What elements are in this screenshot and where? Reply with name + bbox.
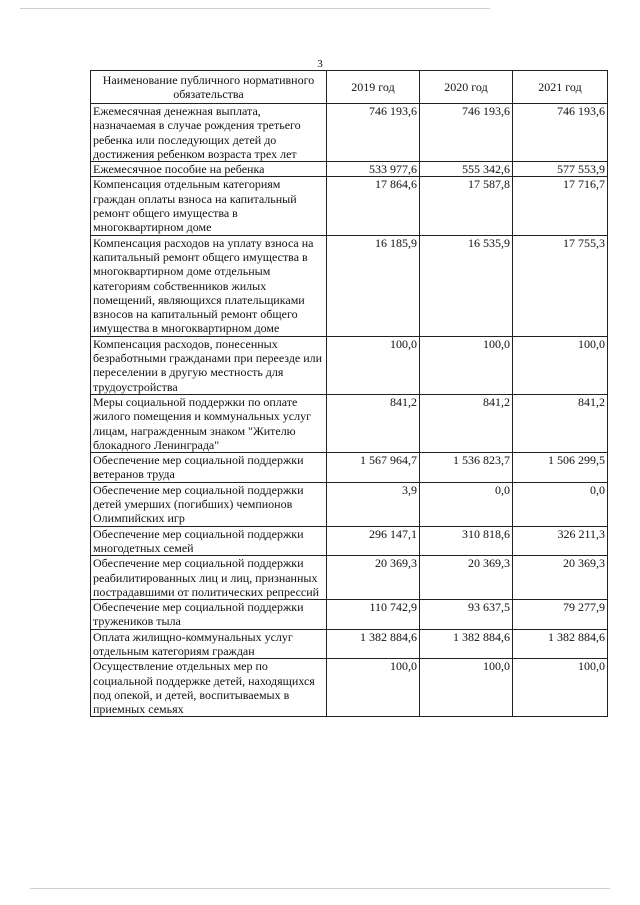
table-row: [91, 629, 608, 659]
row-value-2021: 20 369,3: [513, 556, 608, 600]
table-row: [91, 600, 608, 630]
row-name: Оплата жилищно-коммунальных услуг отдельным категориям граждан: [91, 629, 327, 659]
row-value-2021: 100,0: [513, 336, 608, 394]
row-value-2020: 555 342,6: [420, 162, 513, 177]
row-name: Обеспечение мер социальной поддержки тружеников тыла: [91, 600, 327, 630]
header-name: Наименование публичного нормативного обязательства: [91, 71, 327, 104]
row-value-2020: 841,2: [420, 394, 513, 452]
row-value-2021: 17 755,3: [513, 235, 608, 336]
row-value-2020: 746 193,6: [420, 104, 513, 162]
row-value-2019: 100,0: [327, 659, 420, 717]
row-value-2021: 841,2: [513, 394, 608, 452]
row-name: Осуществление отдельных мер по социальной поддержке детей, находящихся под опекой, и детей, воспитываемых в приемных семьях: [91, 659, 327, 717]
row-value-2020: 1 382 884,6: [420, 629, 513, 659]
scan-artifact-bottom: [30, 888, 610, 889]
table-row: [91, 336, 608, 394]
row-name: Компенсация расходов на уплату взноса на капитальный ремонт общего имущества в многоквартирном доме отдельным категориям собственников жилых помещений, являющихся плательщиками взносов на капитальный ремонт общего имущества в многоквартирном доме: [91, 235, 327, 336]
row-value-2019: 16 185,9: [327, 235, 420, 336]
row-value-2021: 0,0: [513, 482, 608, 526]
scan-artifact-top: [20, 8, 490, 9]
row-value-2019: 20 369,3: [327, 556, 420, 600]
row-value-2019: 533 977,6: [327, 162, 420, 177]
row-value-2020: 93 637,5: [420, 600, 513, 630]
row-name: Обеспечение мер социальной поддержки многодетных семей: [91, 526, 327, 556]
table-row: [91, 453, 608, 483]
row-value-2021: 1 506 299,5: [513, 453, 608, 483]
obligations-table: [90, 70, 608, 717]
row-name: Обеспечение мер социальной поддержки ветеранов труда: [91, 453, 327, 483]
row-value-2019: 110 742,9: [327, 600, 420, 630]
row-name: Компенсация отдельным категориям граждан оплаты взноса на капитальный ремонт общего имущества в многоквартирном доме: [91, 177, 327, 235]
row-value-2021: 100,0: [513, 659, 608, 717]
row-name: Меры социальной поддержки по оплате жилого помещения и коммунальных услуг лицам, награжденным знаком "Жителю блокадного Ленинграда": [91, 394, 327, 452]
table-row: [91, 659, 608, 717]
row-name: Обеспечение мер социальной поддержки детей умерших (погибших) чемпионов Олимпийских игр: [91, 482, 327, 526]
row-name: Ежемесячное пособие на ребенка: [91, 162, 327, 177]
row-value-2019: 841,2: [327, 394, 420, 452]
row-value-2019: 296 147,1: [327, 526, 420, 556]
table-row: [91, 556, 608, 600]
table-row: [91, 482, 608, 526]
table-header-row: [91, 71, 608, 104]
row-value-2021: 746 193,6: [513, 104, 608, 162]
row-value-2019: 3,9: [327, 482, 420, 526]
row-value-2019: 1 382 884,6: [327, 629, 420, 659]
row-value-2021: 326 211,3: [513, 526, 608, 556]
row-value-2020: 100,0: [420, 336, 513, 394]
row-value-2020: 20 369,3: [420, 556, 513, 600]
table-row: [91, 526, 608, 556]
table-row: [91, 235, 608, 336]
row-value-2020: 0,0: [420, 482, 513, 526]
row-name: Компенсация расходов, понесенных безработными гражданами при переезде или переселении в другую местность для трудоустройства: [91, 336, 327, 394]
table-row: [91, 394, 608, 452]
page-number: 3: [317, 58, 323, 70]
row-value-2021: 79 277,9: [513, 600, 608, 630]
header-2021: 2021 год: [513, 71, 608, 104]
row-value-2020: 17 587,8: [420, 177, 513, 235]
row-name: Обеспечение мер социальной поддержки реабилитированных лиц и лиц, признанных пострадавшими от политических репрессий: [91, 556, 327, 600]
row-value-2021: 1 382 884,6: [513, 629, 608, 659]
row-value-2019: 100,0: [327, 336, 420, 394]
row-value-2020: 100,0: [420, 659, 513, 717]
row-value-2021: 17 716,7: [513, 177, 608, 235]
table-row: [91, 162, 608, 177]
row-value-2019: 17 864,6: [327, 177, 420, 235]
row-value-2020: 16 535,9: [420, 235, 513, 336]
header-2020: 2020 год: [420, 71, 513, 104]
row-name: Ежемесячная денежная выплата, назначаемая в случае рождения третьего ребенка или последующих детей до достижения ребенком возраста трех лет: [91, 104, 327, 162]
row-value-2019: 1 567 964,7: [327, 453, 420, 483]
table-row: [91, 177, 608, 235]
row-value-2020: 1 536 823,7: [420, 453, 513, 483]
row-value-2021: 577 553,9: [513, 162, 608, 177]
header-2019: 2019 год: [327, 71, 420, 104]
row-value-2019: 746 193,6: [327, 104, 420, 162]
row-value-2020: 310 818,6: [420, 526, 513, 556]
table-row: [91, 104, 608, 162]
